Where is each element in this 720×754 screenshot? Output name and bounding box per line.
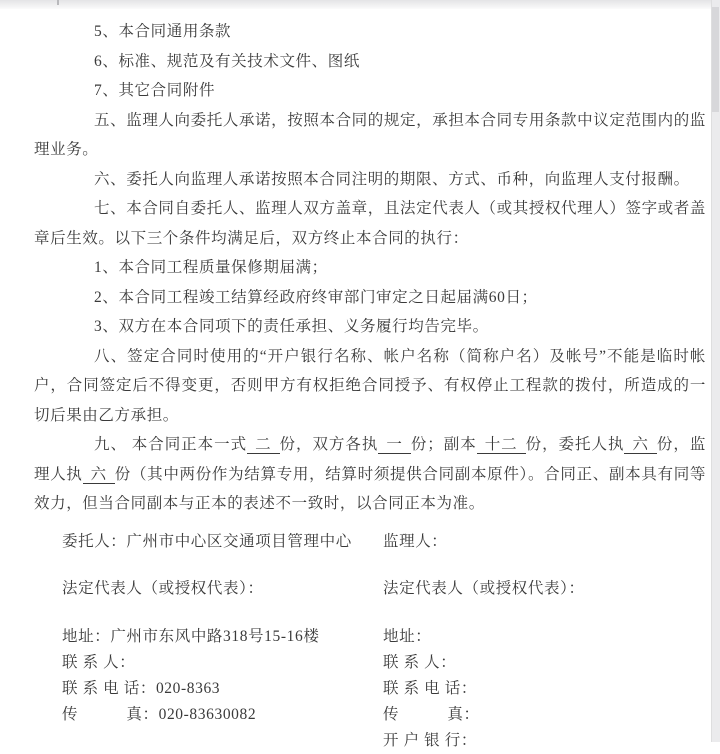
clause-nine	[34, 430, 706, 519]
clause-six: 六、委托人向监理人承诺按照本合同注明的期限、方式、币种，向监理人支付报酬。	[94, 170, 690, 188]
bank-row	[62, 728, 706, 754]
phone-label: 联 系 电 话：	[383, 679, 477, 697]
client-address	[62, 624, 383, 650]
address-label: 地址：	[383, 627, 432, 645]
client-legal-rep: 法定代表人（或授权代表）：	[62, 579, 264, 597]
copies-blank-each: 一	[378, 436, 410, 454]
scrollbar-thumb[interactable]	[712, 7, 719, 112]
party-row	[62, 529, 706, 555]
supervisor-address	[383, 624, 706, 650]
fax-label: 传 真：	[383, 705, 480, 723]
clause-nine-text: 份（其中两份作为结算专用，结算时须提供合同副本原件）。合同正、副本具有同等效力，但当合同副本与正本的表述不一致时，以合同正本为准。	[34, 465, 706, 512]
contact-row	[62, 650, 706, 676]
copies-blank-supervisor: 六	[83, 466, 115, 484]
address-label: 地址：	[62, 627, 111, 645]
client-contact: 联 系 人：	[62, 653, 136, 671]
address-value: 广州市东风中路318号15-16楼	[110, 627, 320, 645]
client-phone	[62, 676, 383, 702]
client-bank-empty	[62, 728, 383, 754]
copies-blank-duplicate: 十二	[477, 436, 526, 454]
toolbar-bottom-shadow	[0, 0, 720, 9]
attachment-item-7: 7、其它合同附件	[94, 82, 216, 99]
copies-blank-client: 六	[624, 436, 656, 454]
supervisor-party	[383, 529, 706, 555]
supervisor-phone	[383, 676, 706, 702]
supervisor-fax	[383, 702, 706, 728]
clause-nine-text: 份，监理人执	[34, 436, 706, 483]
termination-condition-1: 1、本合同工程质量保修期届满；	[94, 259, 328, 276]
phone-row	[62, 676, 706, 702]
client-label: 委托人：	[62, 532, 127, 550]
clause-nine-text: 份；副本	[410, 436, 477, 453]
clause-nine-text: 份，双方各执	[279, 436, 379, 453]
supervisor-contact: 联 系 人：	[383, 653, 457, 671]
address-row	[62, 624, 706, 650]
ruler-tick	[57, 0, 59, 5]
attachment-item-6: 6、标准、规范及有关技术文件、图纸	[94, 52, 360, 70]
fax-row	[62, 702, 706, 728]
supervisor-label: 监理人：	[383, 532, 448, 550]
client-party	[62, 529, 383, 555]
fax-value: 020-83630082	[158, 705, 257, 723]
clause-nine-text: 份，委托人执	[525, 436, 625, 453]
supervisor-bank	[383, 728, 706, 754]
phone-value: 020-8363	[155, 679, 221, 697]
client-name: 广州市中心区交通项目管理中心	[126, 532, 352, 550]
contract-page	[34, 17, 706, 754]
attachment-item-5: 5、本合同通用条款	[94, 23, 232, 40]
termination-condition-3: 3、双方在本合同项下的责任承担、义务履行均告完毕。	[94, 318, 489, 335]
legal-rep-row	[62, 576, 706, 602]
phone-label: 联 系 电 话：	[62, 679, 156, 697]
fax-label: 传 真：	[62, 705, 159, 723]
copies-blank-original: 二	[247, 436, 279, 454]
client-fax	[62, 702, 383, 728]
clause-seven: 七、本合同自委托人、监理人双方盖章，且法定代表人（或其授权代理人）签字或者盖章后生效。以下三个条件均满足后，双方终止本合同的执行：	[34, 200, 706, 247]
vertical-scrollbar[interactable]	[711, 0, 720, 742]
clause-five: 五、监理人向委托人承诺，按照本合同的规定，承担本合同专用条款中议定范围内的监理业务。	[34, 111, 706, 158]
clause-nine-text: 九、 本合同正本一式	[94, 436, 248, 453]
bank-label: 开 户 银 行：	[383, 731, 477, 749]
supervisor-legal-rep: 法定代表人（或授权代表）：	[383, 579, 585, 597]
clause-eight: 八、签定合同时使用的“开户银行名称、帐户名称（简称户名）及帐号”不能是临时帐户，合同签定后不得变更，否则甲方有权拒绝合同授予、有权停止工程款的拨付，所造成的一切后果由乙方承担。	[34, 347, 706, 424]
termination-condition-2: 2、本合同工程竣工结算经政府终审部门审定之日起届满60日；	[94, 288, 538, 306]
signature-block	[62, 529, 706, 754]
